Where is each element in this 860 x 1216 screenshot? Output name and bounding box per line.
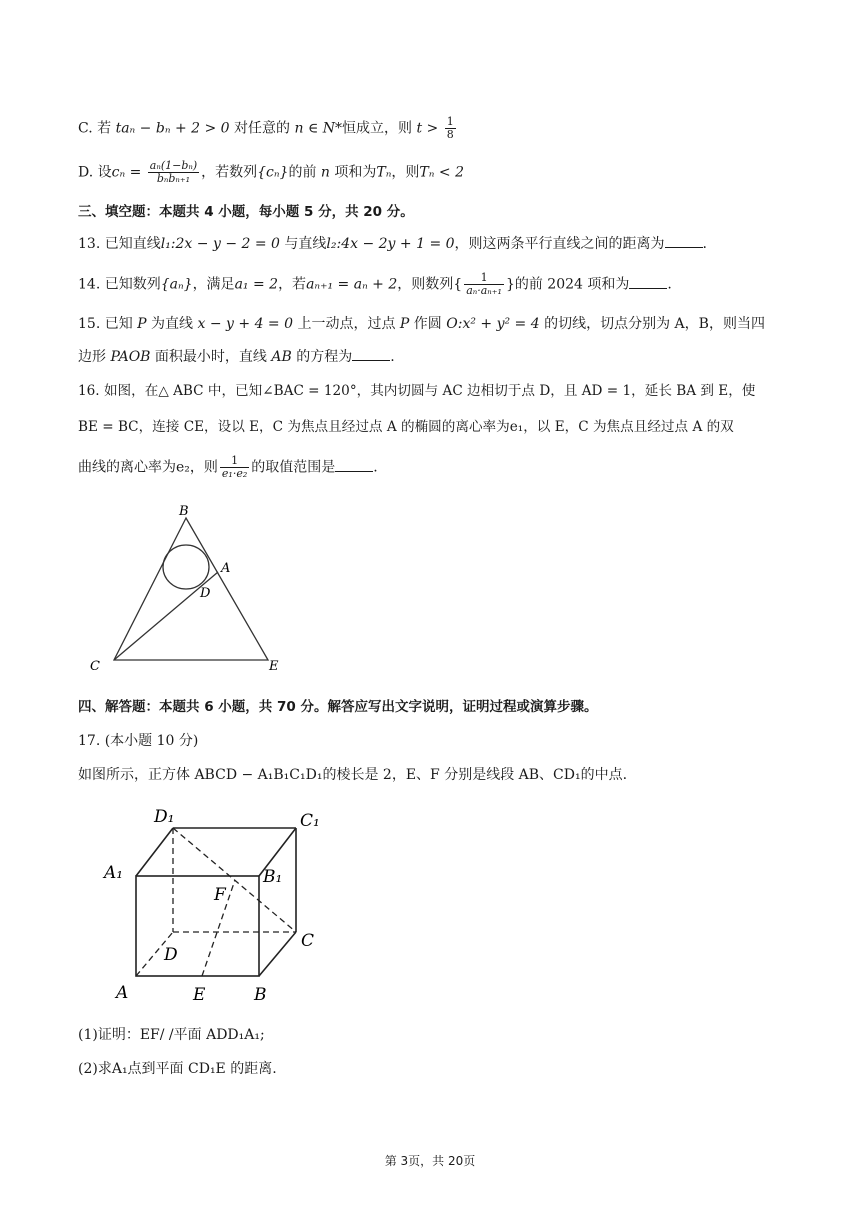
label-f: F bbox=[214, 885, 226, 905]
incircle bbox=[163, 545, 209, 589]
text: 上一动点，过点 bbox=[293, 316, 400, 332]
text: ，若数列 bbox=[201, 164, 258, 181]
frac-den: 8 bbox=[446, 128, 454, 141]
question-16-line1: 16. 如图，在△ ABC 中，已知∠BAC = 120°，其内切圆与 AC 边相切于点 D，且 AD = 1，延长 BA 到 E，使 bbox=[78, 383, 756, 399]
text: 为直线 bbox=[146, 316, 198, 332]
label-b: B bbox=[179, 504, 189, 519]
text: 15. 已知 bbox=[78, 316, 138, 332]
option-c-text: 对任意的 bbox=[229, 120, 295, 137]
option-d-cdef: cₙ = bbox=[111, 164, 142, 181]
text: 的取值范围是 bbox=[251, 459, 336, 476]
answer-blank[interactable] bbox=[665, 235, 703, 248]
option-c-t: t > bbox=[416, 120, 439, 137]
label-e: E bbox=[193, 985, 206, 1005]
option-c-inequality: taₙ − bₙ + 2 > 0 bbox=[115, 120, 230, 137]
recurrence: aₙ₊₁ = aₙ + 2 bbox=[306, 276, 398, 293]
option-c-fraction bbox=[445, 116, 456, 141]
text: . bbox=[702, 236, 707, 252]
option-d bbox=[78, 160, 798, 185]
question-14 bbox=[78, 272, 798, 297]
text: }的前 2024 项和为 bbox=[505, 276, 630, 293]
option-d-label: D. 设 bbox=[78, 164, 112, 181]
triangle-figure bbox=[76, 500, 306, 675]
text: . bbox=[667, 276, 672, 293]
label-a1: A₁ bbox=[104, 863, 124, 883]
answer-blank[interactable] bbox=[335, 459, 373, 472]
text: 14. 已知数列 bbox=[78, 276, 161, 293]
option-c-condition: n ∈ N* bbox=[294, 120, 343, 137]
a1: a₁ = 2 bbox=[234, 276, 279, 293]
question-17-header: 17. (本小题 10 分) bbox=[78, 733, 199, 749]
text: 的方程为 bbox=[291, 349, 353, 365]
label-a: A bbox=[221, 561, 231, 576]
frac-num: 1 bbox=[220, 455, 249, 468]
label-d: D bbox=[200, 586, 211, 601]
label-d: D bbox=[164, 945, 178, 965]
label-b1: B₁ bbox=[263, 867, 283, 887]
option-d-fraction bbox=[148, 160, 199, 185]
n: n bbox=[320, 164, 330, 181]
text: 的切线，切点分别为 A，B，则当四 bbox=[539, 316, 765, 332]
quad: PAOB bbox=[110, 349, 151, 365]
frac-den: bₙbₙ₊₁ bbox=[156, 172, 191, 185]
text: 边形 bbox=[78, 349, 111, 365]
frac-num: aₙ(1−bₙ) bbox=[149, 159, 198, 172]
circle-eq: O:x² + y² = 4 bbox=[446, 316, 540, 332]
label-b: B bbox=[254, 985, 267, 1005]
T: Tₙ bbox=[376, 164, 392, 181]
q14-fraction bbox=[464, 272, 504, 297]
conclusion: Tₙ < 2 bbox=[419, 164, 464, 181]
line-eq: x − y + 4 = 0 bbox=[197, 316, 294, 332]
frac-num: 1 bbox=[464, 272, 504, 285]
seq: {aₙ} bbox=[160, 276, 193, 293]
seq: {cₙ} bbox=[257, 164, 289, 181]
text: . bbox=[390, 349, 395, 365]
text: ，则 bbox=[391, 164, 420, 181]
question-15-line2 bbox=[78, 346, 798, 368]
edge-bc bbox=[259, 932, 296, 976]
option-c bbox=[78, 116, 798, 141]
option-c-label: C. 若 bbox=[78, 120, 116, 137]
line-l1: l₁:2x − y − 2 = 0 bbox=[160, 236, 280, 252]
text: 与直线 bbox=[279, 236, 327, 252]
question-16-line2: BE = BC，连接 CE，设以 E，C 为焦点且经过点 A 的椭圆的离心率为e₁，以 E，C 为焦点且经过点 A 的双 bbox=[78, 419, 734, 435]
text: ，若 bbox=[278, 276, 307, 293]
P: P bbox=[137, 316, 147, 332]
label-c: C bbox=[90, 659, 100, 674]
label-e: E bbox=[269, 659, 279, 674]
label-c1: C₁ bbox=[300, 811, 320, 831]
section-3-heading: 三、填空题：本题共 4 小题，每小题 5 分，共 20 分。 bbox=[78, 204, 414, 220]
frac-den: e₁·e₂ bbox=[221, 467, 248, 480]
frac-den: aₙ·aₙ₊₁ bbox=[466, 284, 502, 297]
option-c-text2: 恒成立，则 bbox=[342, 120, 417, 137]
text: ，则数列{ bbox=[397, 276, 463, 293]
question-17-part1: (1)证明：EF/ /平面 ADD₁A₁; bbox=[78, 1027, 265, 1043]
question-13 bbox=[78, 233, 798, 255]
question-16-line3 bbox=[78, 455, 798, 480]
label-d1: D₁ bbox=[154, 807, 175, 827]
text: 面积最小时，直线 bbox=[150, 349, 272, 365]
text: 13. 已知直线 bbox=[78, 236, 161, 252]
text: 项和为 bbox=[329, 164, 377, 181]
label-a: A bbox=[116, 983, 129, 1003]
answer-blank[interactable] bbox=[629, 276, 667, 289]
text: 曲线的离心率为e₂，则 bbox=[78, 459, 218, 476]
text: . bbox=[373, 459, 378, 476]
question-15-line1 bbox=[78, 313, 798, 335]
frac-num: 1 bbox=[446, 115, 454, 128]
P: P bbox=[399, 316, 410, 332]
section-4-heading: 四、解答题：本题共 6 小题，共 70 分。解答应写出文字说明，证明过程或演算步骤。 bbox=[78, 699, 598, 715]
text: ，则这两条平行直线之间的距离为 bbox=[454, 236, 665, 252]
cube-figure bbox=[98, 800, 338, 1010]
text: 作圆 bbox=[409, 316, 447, 332]
question-17-stem: 如图所示，正方体 ABCD − A₁B₁C₁D₁的棱长是 2，E、F 分别是线段 AB、CD₁的中点. bbox=[78, 767, 628, 783]
answer-blank[interactable] bbox=[352, 348, 390, 361]
page-footer: 第 3页，共 20页 bbox=[384, 1154, 476, 1168]
q16-fraction bbox=[220, 455, 249, 480]
label-c: C bbox=[301, 931, 315, 951]
text: 的前 bbox=[288, 164, 321, 181]
front-face bbox=[136, 876, 259, 976]
AB: AB bbox=[271, 349, 292, 365]
text: ，满足 bbox=[192, 276, 235, 293]
edge-a1d1 bbox=[136, 828, 173, 876]
line-l2: l₂:4x − 2y + 1 = 0 bbox=[326, 236, 455, 252]
question-17-part2: (2)求A₁点到平面 CD₁E 的距离. bbox=[78, 1061, 277, 1077]
